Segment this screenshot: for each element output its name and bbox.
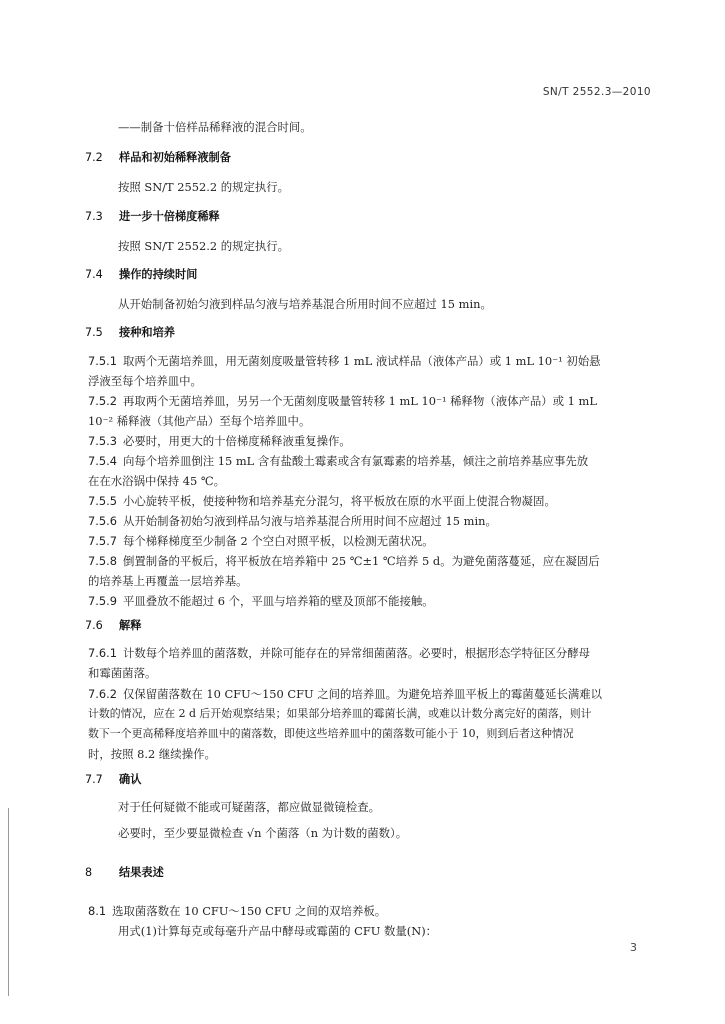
clause-text: 每个梯释梯度至少制备 2 个空白对照平板，以检测无菌状况。 xyxy=(122,534,434,548)
clause-number: 7.5.6 xyxy=(88,514,117,528)
text-line: 从开始制备初始匀液到样品匀液与培养基混合所用时间不应超过 15 min。 xyxy=(118,297,492,311)
clause-number: 7.5.2 xyxy=(88,394,117,408)
text-line: 按照 SN/T 2552.2 的规定执行。 xyxy=(118,239,290,253)
text-line: 浮液至每个培养皿中。 xyxy=(88,374,202,388)
clause-text: 从开始制备初始匀液到样品匀液与培养基混合所用时间不应超过 15 min。 xyxy=(122,514,497,528)
clause-number: 7.5.5 xyxy=(88,494,117,508)
heading-number: 7.2 xyxy=(85,151,103,164)
section-heading-7-5 xyxy=(85,326,175,340)
text-line: 在在水浴锅中保持 45 ℃。 xyxy=(88,474,225,488)
clause-7-5-9 xyxy=(88,594,434,608)
clause-text: 必要时，用更大的十倍梯度稀释液重复操作。 xyxy=(122,434,351,448)
clause-text: 取两个无菌培养皿，用无菌刻度吸量管转移 1 mL 液试样品（液体产品）或 1 mL 10⁻¹ 初始悬 xyxy=(122,354,601,368)
text-line: 的培养基上再覆盖一层培养基。 xyxy=(88,574,248,588)
section-heading-7-4 xyxy=(85,268,197,282)
clause-7-5-4 xyxy=(88,454,588,468)
clause-7-5-2 xyxy=(88,394,597,408)
section-heading-7-6 xyxy=(85,619,141,633)
clause-text: 倒置制备的平板后，将平板放在培养箱中 25 ℃±1 ℃培养 5 d。为避免菌落蔓延，应在凝固后 xyxy=(122,554,600,568)
heading-number: 7.6 xyxy=(85,619,103,632)
heading-text: 接种和培养 xyxy=(119,326,175,339)
clause-number: 7.5.4 xyxy=(88,454,117,468)
heading-number: 7.4 xyxy=(85,268,103,281)
clause-8-1 xyxy=(88,904,386,918)
section-heading-7-3 xyxy=(85,210,220,224)
text-line: 必要时，至少要显微检查 √n 个菌落（n 为计数的菌数）。 xyxy=(118,826,408,840)
clause-text: 小心旋转平板，使接种物和培养基充分混匀，将平板放在原的水平面上使混合物凝固。 xyxy=(122,494,556,508)
heading-text: 确认 xyxy=(119,773,142,786)
text-line: 时，按照 8.2 继续操作。 xyxy=(88,747,216,761)
text-line: ——制备十倍样品稀释液的混合时间。 xyxy=(118,120,312,134)
heading-text: 结果表述 xyxy=(119,866,164,879)
clause-text: 再取两个无菌培养皿，另另一个无菌刻度吸量管转移 1 mL 10⁻¹ 稀释物（液体产品）或 1 mL xyxy=(122,394,597,408)
clause-text: 计数每个培养皿的菌落数，并除可能存在的异常细菌菌落。必要时，根据形态学特征区分酵母 xyxy=(122,646,591,660)
clause-7-5-5 xyxy=(88,494,556,508)
text-line: 和霉菌菌落。 xyxy=(88,666,157,680)
text-line: 按照 SN/T 2552.2 的规定执行。 xyxy=(118,180,290,194)
clause-7-6-2 xyxy=(88,687,602,701)
clause-text: 仅保留菌落数在 10 CFU～150 CFU 之间的培养皿。为避免培养皿平板上的霉菌蔓延长满难以 xyxy=(122,687,603,701)
clause-7-6-1 xyxy=(88,646,590,660)
clause-number: 7.5.7 xyxy=(88,534,117,548)
clause-text: 向每个培养皿倒注 15 mL 含有盐酸土霉素或含有氯霉素的培养基，倾注之前培养基应事先放 xyxy=(122,454,589,468)
scan-edge-mark xyxy=(8,808,9,996)
text-line: 计数的情况，应在 2 d 后开始观察结果；如果部分培养皿的霉菌长满，或难以计数分离完好的菌落，则计 xyxy=(88,707,592,720)
clause-number: 7.5.8 xyxy=(88,554,117,568)
text-line: 用式(1)计算每克或每毫升产品中酵母或霉菌的 CFU 数量(N)： xyxy=(118,924,438,938)
clause-number: 7.5.9 xyxy=(88,594,117,608)
heading-text: 解释 xyxy=(119,619,142,632)
clause-7-5-8 xyxy=(88,554,600,568)
clause-7-5-6 xyxy=(88,514,497,528)
clause-number: 7.5.3 xyxy=(88,434,117,448)
heading-number: 7.5 xyxy=(85,326,103,339)
text-line: 对于任何疑微不能或可疑菌落，都应做显微镜检查。 xyxy=(118,800,380,814)
clause-number: 7.6.2 xyxy=(88,687,117,701)
clause-text: 平皿叠放不能超过 6 个，平皿与培养箱的壁及顶部不能接触。 xyxy=(122,594,434,608)
text-line: 数下一个更高稀释度培养皿中的菌落数，即使这些培养皿中的菌落数可能小于 10，则到后者这种情况 xyxy=(88,727,574,740)
clause-number: 7.5.1 xyxy=(88,354,117,368)
section-heading-8 xyxy=(85,866,164,880)
heading-text: 操作的持续时间 xyxy=(119,268,198,281)
clause-7-5-7 xyxy=(88,534,434,548)
text-line: 10⁻² 稀释液（其他产品）至每个培养皿中。 xyxy=(88,414,311,428)
standard-code-header: SN/T 2552.3—2010 xyxy=(542,86,651,98)
section-heading-7-7 xyxy=(85,773,141,787)
heading-text: 进一步十倍梯度稀释 xyxy=(119,210,220,223)
clause-7-5-3 xyxy=(88,434,351,448)
section-heading-7-2 xyxy=(85,151,231,165)
heading-number: 7.3 xyxy=(85,210,103,223)
heading-number: 7.7 xyxy=(85,773,103,786)
clause-number: 7.6.1 xyxy=(88,646,117,660)
clause-7-5-1 xyxy=(88,354,601,368)
heading-number: 8 xyxy=(85,866,93,879)
page-number: 3 xyxy=(630,941,637,954)
heading-text: 样品和初始稀释液制备 xyxy=(119,151,231,164)
clause-number: 8.1 xyxy=(88,904,107,918)
clause-text: 选取菌落数在 10 CFU～150 CFU 之间的双培养板。 xyxy=(112,904,387,918)
